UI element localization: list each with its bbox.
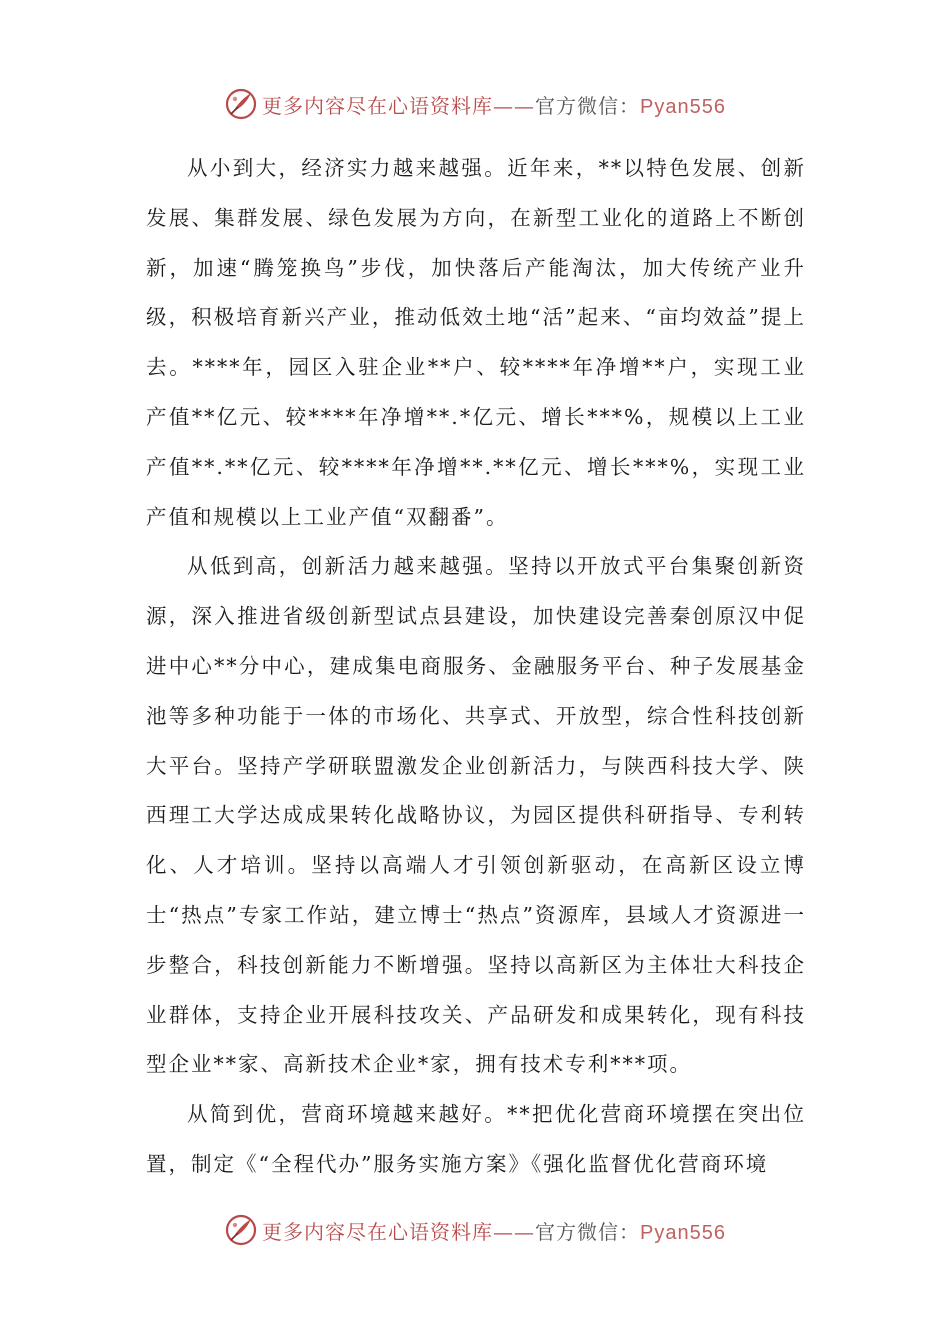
quill-logo-icon	[224, 87, 258, 121]
watermark-banner-top	[0, 82, 950, 126]
paragraph-innovation: 从低到高，创新活力越来越强。坚持以开放式平台集聚创新资源，深入推进省级创新型试点县建设，加快建设完善秦创原汉中促进中心**分中心，建成集电商服务、金融服务平台、种子发展基金池等多种功能于一体的市场化、共享式、开放型，综合性科技创新大平台。坚持产学研联盟激发企业创新活力，与陕西科技大学、陕西理工大学达成成果转化战略协议，为园区提供科研指导、专利转化、人才培训。坚持以高端人才引领创新驱动，在高新区设立博士“热点”专家工作站，建立博士“热点”资源库，县域人才资源进一步整合，科技创新能力不断增强。坚持以高新区为主体壮大科技企业群体，支持企业开展科技攻关、产品研发和成果转化，现有科技型企业**家、高新技术企业*家，拥有技术专利***项。	[146, 554, 806, 1077]
watermark-banner-bottom	[0, 1208, 950, 1252]
watermark-text: 更多内容尽在心语资料库——官方微信：Pyan556	[262, 93, 726, 118]
paragraph-business-environment: 从简到优，营商环境越来越好。**把优化营商环境摆在突出位置，制定《“全程代办”服务实施方案》《强化监督优化营商环境	[146, 1102, 806, 1176]
document-body	[146, 144, 806, 1190]
paragraph-economy: 从小到大，经济实力越来越强。近年来，**以特色发展、创新发展、集群发展、绿色发展为方向，在新型工业化的道路上不断创新，加速“腾笼换鸟”步伐，加快落后产能淘汰，加大传统产业升级，积极培育新兴产业，推动低效土地“活”起来、“亩均效益”提上去。****年，园区入驻企业**户、较****年净增**户，实现工业产值**亿元、较****年净增**.*亿元、增长***%，规模以上工业产值**.**亿元、较****年净增**.**亿元、增长***%，实现工业产值和规模以上工业产值“双翻番”。	[146, 156, 806, 529]
quill-logo-icon	[224, 1213, 258, 1247]
watermark-text: 更多内容尽在心语资料库——官方微信：Pyan556	[262, 1219, 726, 1244]
